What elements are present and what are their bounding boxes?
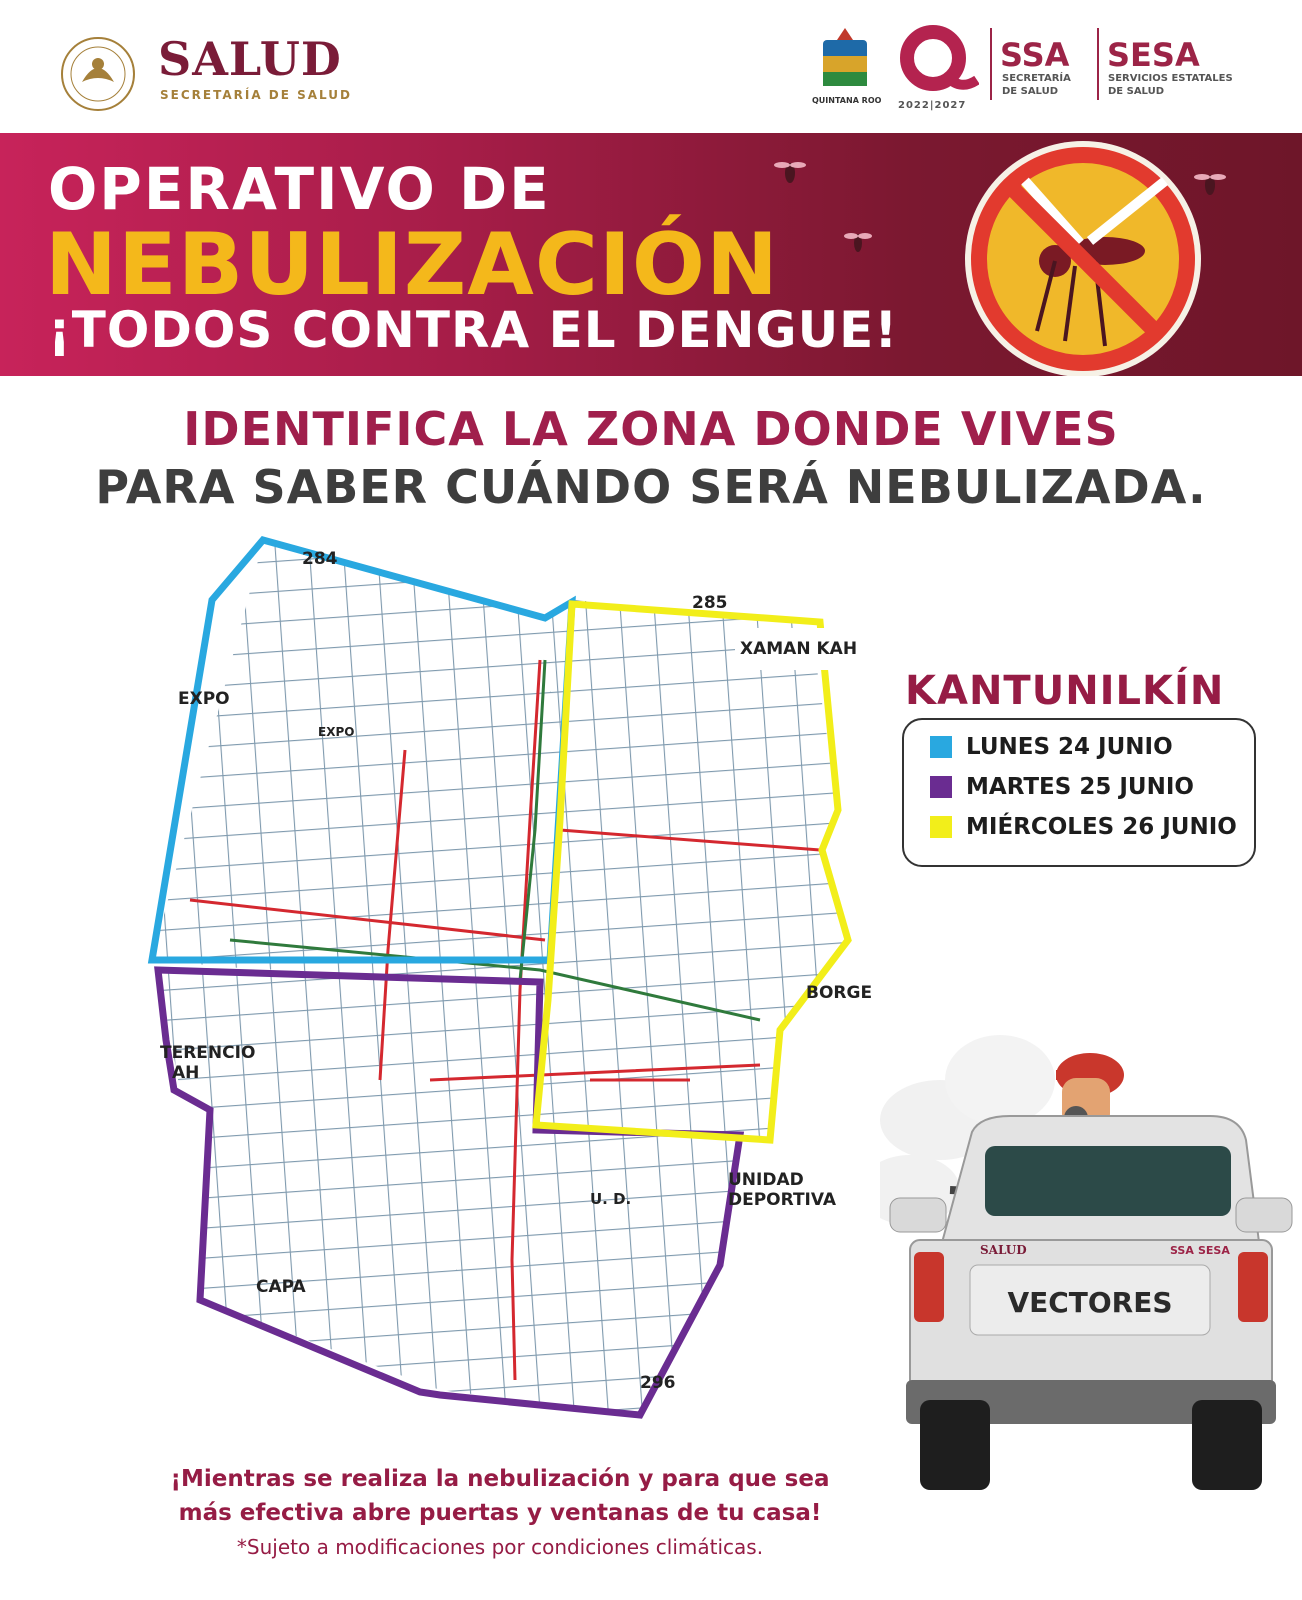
zone-map bbox=[0, 520, 900, 1440]
map-label-expo-inner: EXPO bbox=[318, 725, 355, 739]
legend-swatch bbox=[930, 736, 952, 758]
state-logo-text: QUINTANA ROO bbox=[812, 96, 882, 105]
ssa-subtitle-2: DE SALUD bbox=[1002, 86, 1058, 97]
sesa-subtitle-1: SERVICIOS ESTATALES bbox=[1108, 73, 1233, 84]
legend-item-lunes bbox=[930, 732, 1173, 762]
legend-item-miercoles bbox=[930, 812, 1237, 842]
ssa-subtitle-1: SECRETARÍA bbox=[1002, 73, 1071, 84]
instruction-line-1: IDENTIFICA LA ZONA DONDE VIVES bbox=[183, 402, 1119, 456]
mosquito-icon bbox=[840, 223, 876, 259]
banner-line-2: NEBULIZACIÓN bbox=[45, 215, 780, 315]
header bbox=[0, 0, 1302, 135]
national-seal-icon bbox=[52, 34, 144, 114]
footer-note: *Sujeto a modificaciones por condiciones climáticas. bbox=[236, 1535, 764, 1559]
map-label-deportiva: DEPORTIVA bbox=[728, 1190, 837, 1210]
gobierno-years: 2022|2027 bbox=[898, 100, 967, 111]
instruction-line-2: PARA SABER CUÁNDO SERÁ NEBULIZADA. bbox=[95, 460, 1207, 514]
tailgate-ssa-text: SSA bbox=[1170, 1244, 1194, 1257]
mosquito-icon bbox=[770, 151, 810, 191]
tailgate-sesa-text: SESA bbox=[1198, 1244, 1230, 1257]
legend-label: MIÉRCOLES 26 JUNIO bbox=[966, 814, 1237, 840]
map-label-ud: U. D. bbox=[590, 1190, 632, 1208]
banner-line-3: ¡TODOS CONTRA EL DENGUE! bbox=[48, 301, 899, 359]
map-label-borge: BORGE bbox=[806, 983, 873, 1003]
map-label-capa: CAPA bbox=[256, 1277, 306, 1297]
footer-message bbox=[150, 1462, 850, 1530]
sesa-subtitle-2: DE SALUD bbox=[1108, 86, 1164, 97]
footer-line-2: más efectiva abre puertas y ventanas de tu casa! bbox=[178, 1500, 822, 1526]
ssa-title: SSA bbox=[1000, 36, 1070, 74]
legend-item-martes bbox=[930, 772, 1194, 802]
legend-label: MARTES 25 JUNIO bbox=[966, 774, 1194, 800]
tailgate-salud-text: SALUD bbox=[980, 1243, 1027, 1257]
map-label-296: 296 bbox=[640, 1373, 676, 1393]
quintana-roo-shield-icon bbox=[817, 26, 873, 96]
map-label-285: 285 bbox=[692, 593, 728, 613]
no-mosquito-icon bbox=[955, 141, 1215, 376]
fumigation-truck-illustration bbox=[880, 1020, 1302, 1490]
map-label-unidad: UNIDAD bbox=[728, 1170, 804, 1190]
banner-line-1: OPERATIVO DE bbox=[48, 155, 551, 223]
gobierno-q-logo-icon bbox=[893, 22, 979, 102]
map-label-expo: EXPO bbox=[178, 689, 230, 709]
schedule-legend bbox=[902, 718, 1256, 867]
divider bbox=[990, 28, 992, 100]
legend-swatch bbox=[930, 776, 952, 798]
map-label-terencio: TERENCIO bbox=[160, 1043, 256, 1063]
salud-subtitle: SECRETARÍA DE SALUD bbox=[160, 88, 352, 102]
vectores-plate-text: VECTORES bbox=[1007, 1286, 1173, 1319]
footer-line-1: ¡Mientras se realiza la nebulización y para que sea bbox=[170, 1466, 830, 1492]
town-name: KANTUNILKÍN bbox=[905, 668, 1225, 714]
legend-swatch bbox=[930, 816, 952, 838]
legend-label: LUNES 24 JUNIO bbox=[966, 734, 1173, 760]
map-label-ah: AH bbox=[172, 1063, 200, 1083]
divider bbox=[1097, 28, 1099, 100]
title-banner bbox=[0, 133, 1302, 376]
map-label-xaman-kah: XAMAN KAH bbox=[740, 639, 858, 659]
sesa-title: SESA bbox=[1107, 36, 1200, 74]
map-label-284: 284 bbox=[302, 549, 338, 569]
salud-title: SALUD bbox=[158, 32, 342, 86]
